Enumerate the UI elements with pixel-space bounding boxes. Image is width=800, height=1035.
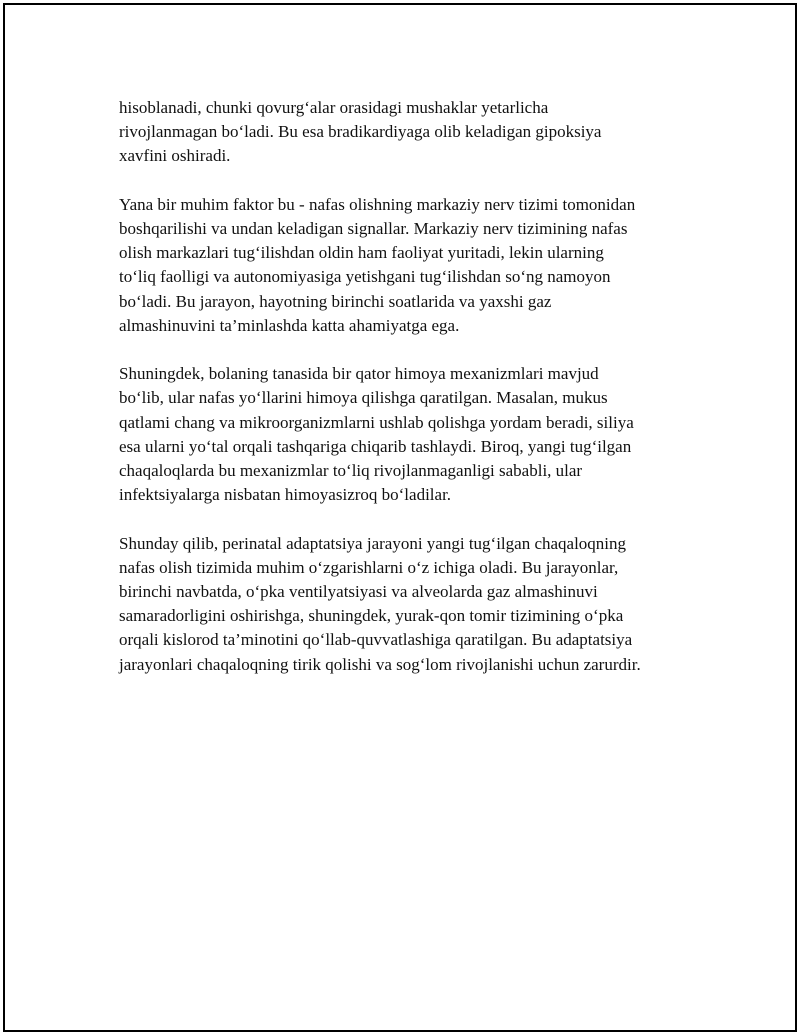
text-line: olish markazlari tug‘ilishdan oldin ham faoliyat yuritadi, lekin ularning <box>119 243 604 263</box>
text-line: infektsiyalarga nisbatan himoyasizroq bo‘ladilar. <box>119 485 452 505</box>
text-line: xavfini oshiradi. <box>119 146 231 166</box>
text-line: chaqaloqlarda bu mexanizmlar to‘liq rivojlanmaganligi sababli, ular <box>119 461 583 481</box>
text-line: samaradorligini oshirishga, shuningdek, yurak-qon tomir tizimining o‘pka <box>119 606 624 626</box>
text-line: qatlami chang va mikroorganizmlarni ushlab qolishga yordam beradi, siliya <box>119 412 634 432</box>
text-line: Yana bir muhim faktor bu - nafas olishning markaziy nerv tizimi tomonidan <box>119 194 636 214</box>
document-page <box>3 3 797 1032</box>
text-line: Shuningdek, bolaning tanasida bir qator himoya mexanizmlari mavjud <box>119 364 599 384</box>
text-line: jarayonlari chaqaloqning tirik qolishi va sog‘lom rivojlanishi uchun zarurdir. <box>119 654 641 674</box>
paragraph-2 <box>119 193 709 338</box>
text-line: to‘liq faolligi va autonomiyasiga yetishgani tug‘ilishdan so‘ng namoyon <box>119 267 611 287</box>
text-line: birinchi navbatda, o‘pka ventilyatsiyasi va alveolarda gaz almashinuvi <box>119 582 598 602</box>
text-line: bo‘ladi. Bu jarayon, hayotning birinchi soatlarida va yaxshi gaz <box>119 291 552 311</box>
text-line: hisoblanadi, chunki qovurg‘alar orasidagi mushaklar yetarlicha <box>119 98 549 117</box>
text-line: boshqarilishi va undan keladigan signallar. Markaziy nerv tizimining nafas <box>119 219 628 238</box>
paragraph-4 <box>119 532 709 677</box>
document-body <box>119 96 709 701</box>
text-line: almashinuvini ta’minlashda katta ahamiyatga ega. <box>119 315 460 335</box>
text-line: esa ularni yo‘tal orqali tashqariga chiqarib tashlaydi. Biroq, yangi tug‘ilgan <box>119 436 632 456</box>
text-line: orqali kislorod ta’minotini qo‘llab-quvvatlashiga qaratilgan. Bu adaptatsiya <box>119 630 633 650</box>
paragraph-1 <box>119 96 709 169</box>
text-line: nafas olish tizimida muhim o‘zgarishlarni o‘z ichiga oladi. Bu jarayonlar, <box>119 557 619 577</box>
text-line: rivojlanmagan bo‘ladi. Bu esa bradikardiyaga olib keladigan gipoksiya <box>119 122 602 142</box>
text-line: bo‘lib, ular nafas yo‘llarini himoya qilishga qaratilgan. Masalan, mukus <box>119 388 608 408</box>
text-line: Shunday qilib, perinatal adaptatsiya jarayoni yangi tug‘ilgan chaqaloqning <box>119 533 627 553</box>
paragraph-3 <box>119 362 709 507</box>
